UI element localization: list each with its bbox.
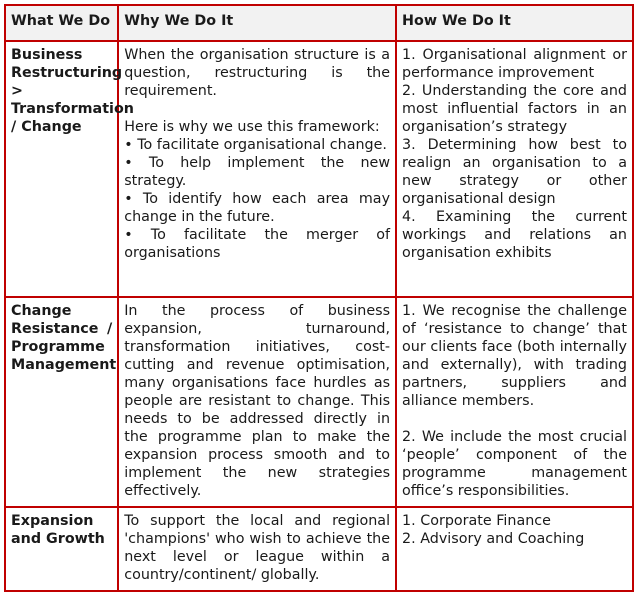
row-why-expansion: To support the local and regional 'champions' who wish to achieve the next level or league within a country/continent/ globally. [118,507,396,591]
header-what-we-do: What We Do [5,5,118,41]
how-item: 4. Examining the current workings and relations an organisation exhibits [402,209,627,261]
table-row [5,297,633,507]
how-item: 1. Corporate Finance [402,513,551,529]
header-why-we-do-it: Why We Do It [118,5,396,41]
table-row [5,507,633,591]
services-table-container [4,4,634,592]
row-how-change-resistance [396,297,633,507]
row-title-restructuring: Business Restructuring > Transformation / Change [5,41,118,297]
row-how-restructuring [396,41,633,297]
why-bullet: • To help implement the new strategy. [124,155,391,189]
why-bullet: • To facilitate the merger of organisations [124,227,391,261]
why-intro: When the organisation structure is a question, restructuring is the requirement. [124,47,391,99]
how-item: 1. Organisational alignment or performance improvement [402,47,627,81]
how-item: 2. Understanding the core and most influential factors in an organisation’s strategy [402,83,627,135]
how-item: 2. Advisory and Coaching [402,531,585,547]
services-table [4,4,634,592]
row-why-change-resistance: In the process of business expansion, turnaround, transformation initiatives, cost-cutting and revenue optimisation, many organisations face hurdles as people are resistant to change. This needs to be addressed directly in the programme plan to make the expansion process smooth and to implement the new strategies effectively. [118,297,396,507]
table-row [5,41,633,297]
how-item: 3. Determining how best to realign an organisation to a new strategy or other organisational design [402,137,627,207]
row-how-expansion [396,507,633,591]
header-row [5,5,633,41]
how-item: 2. We include the most crucial ‘people’ component of the programme management office’s responsibilities. [402,429,627,499]
why-lead: Here is why we use this framework: [124,119,380,135]
row-title-change-resistance: Change Resistance / Programme Management [5,297,118,507]
how-item: 1. We recognise the challenge of ‘resistance to change’ that our clients face (both internally and externally), with trading partners, suppliers and alliance members. [402,303,627,409]
header-how-we-do-it: How We Do It [396,5,633,41]
why-bullet: • To facilitate organisational change. [124,137,387,153]
row-title-expansion: Expansion and Growth [5,507,118,591]
row-why-restructuring [118,41,396,297]
why-bullet: • To identify how each area may change in the future. [124,191,391,225]
